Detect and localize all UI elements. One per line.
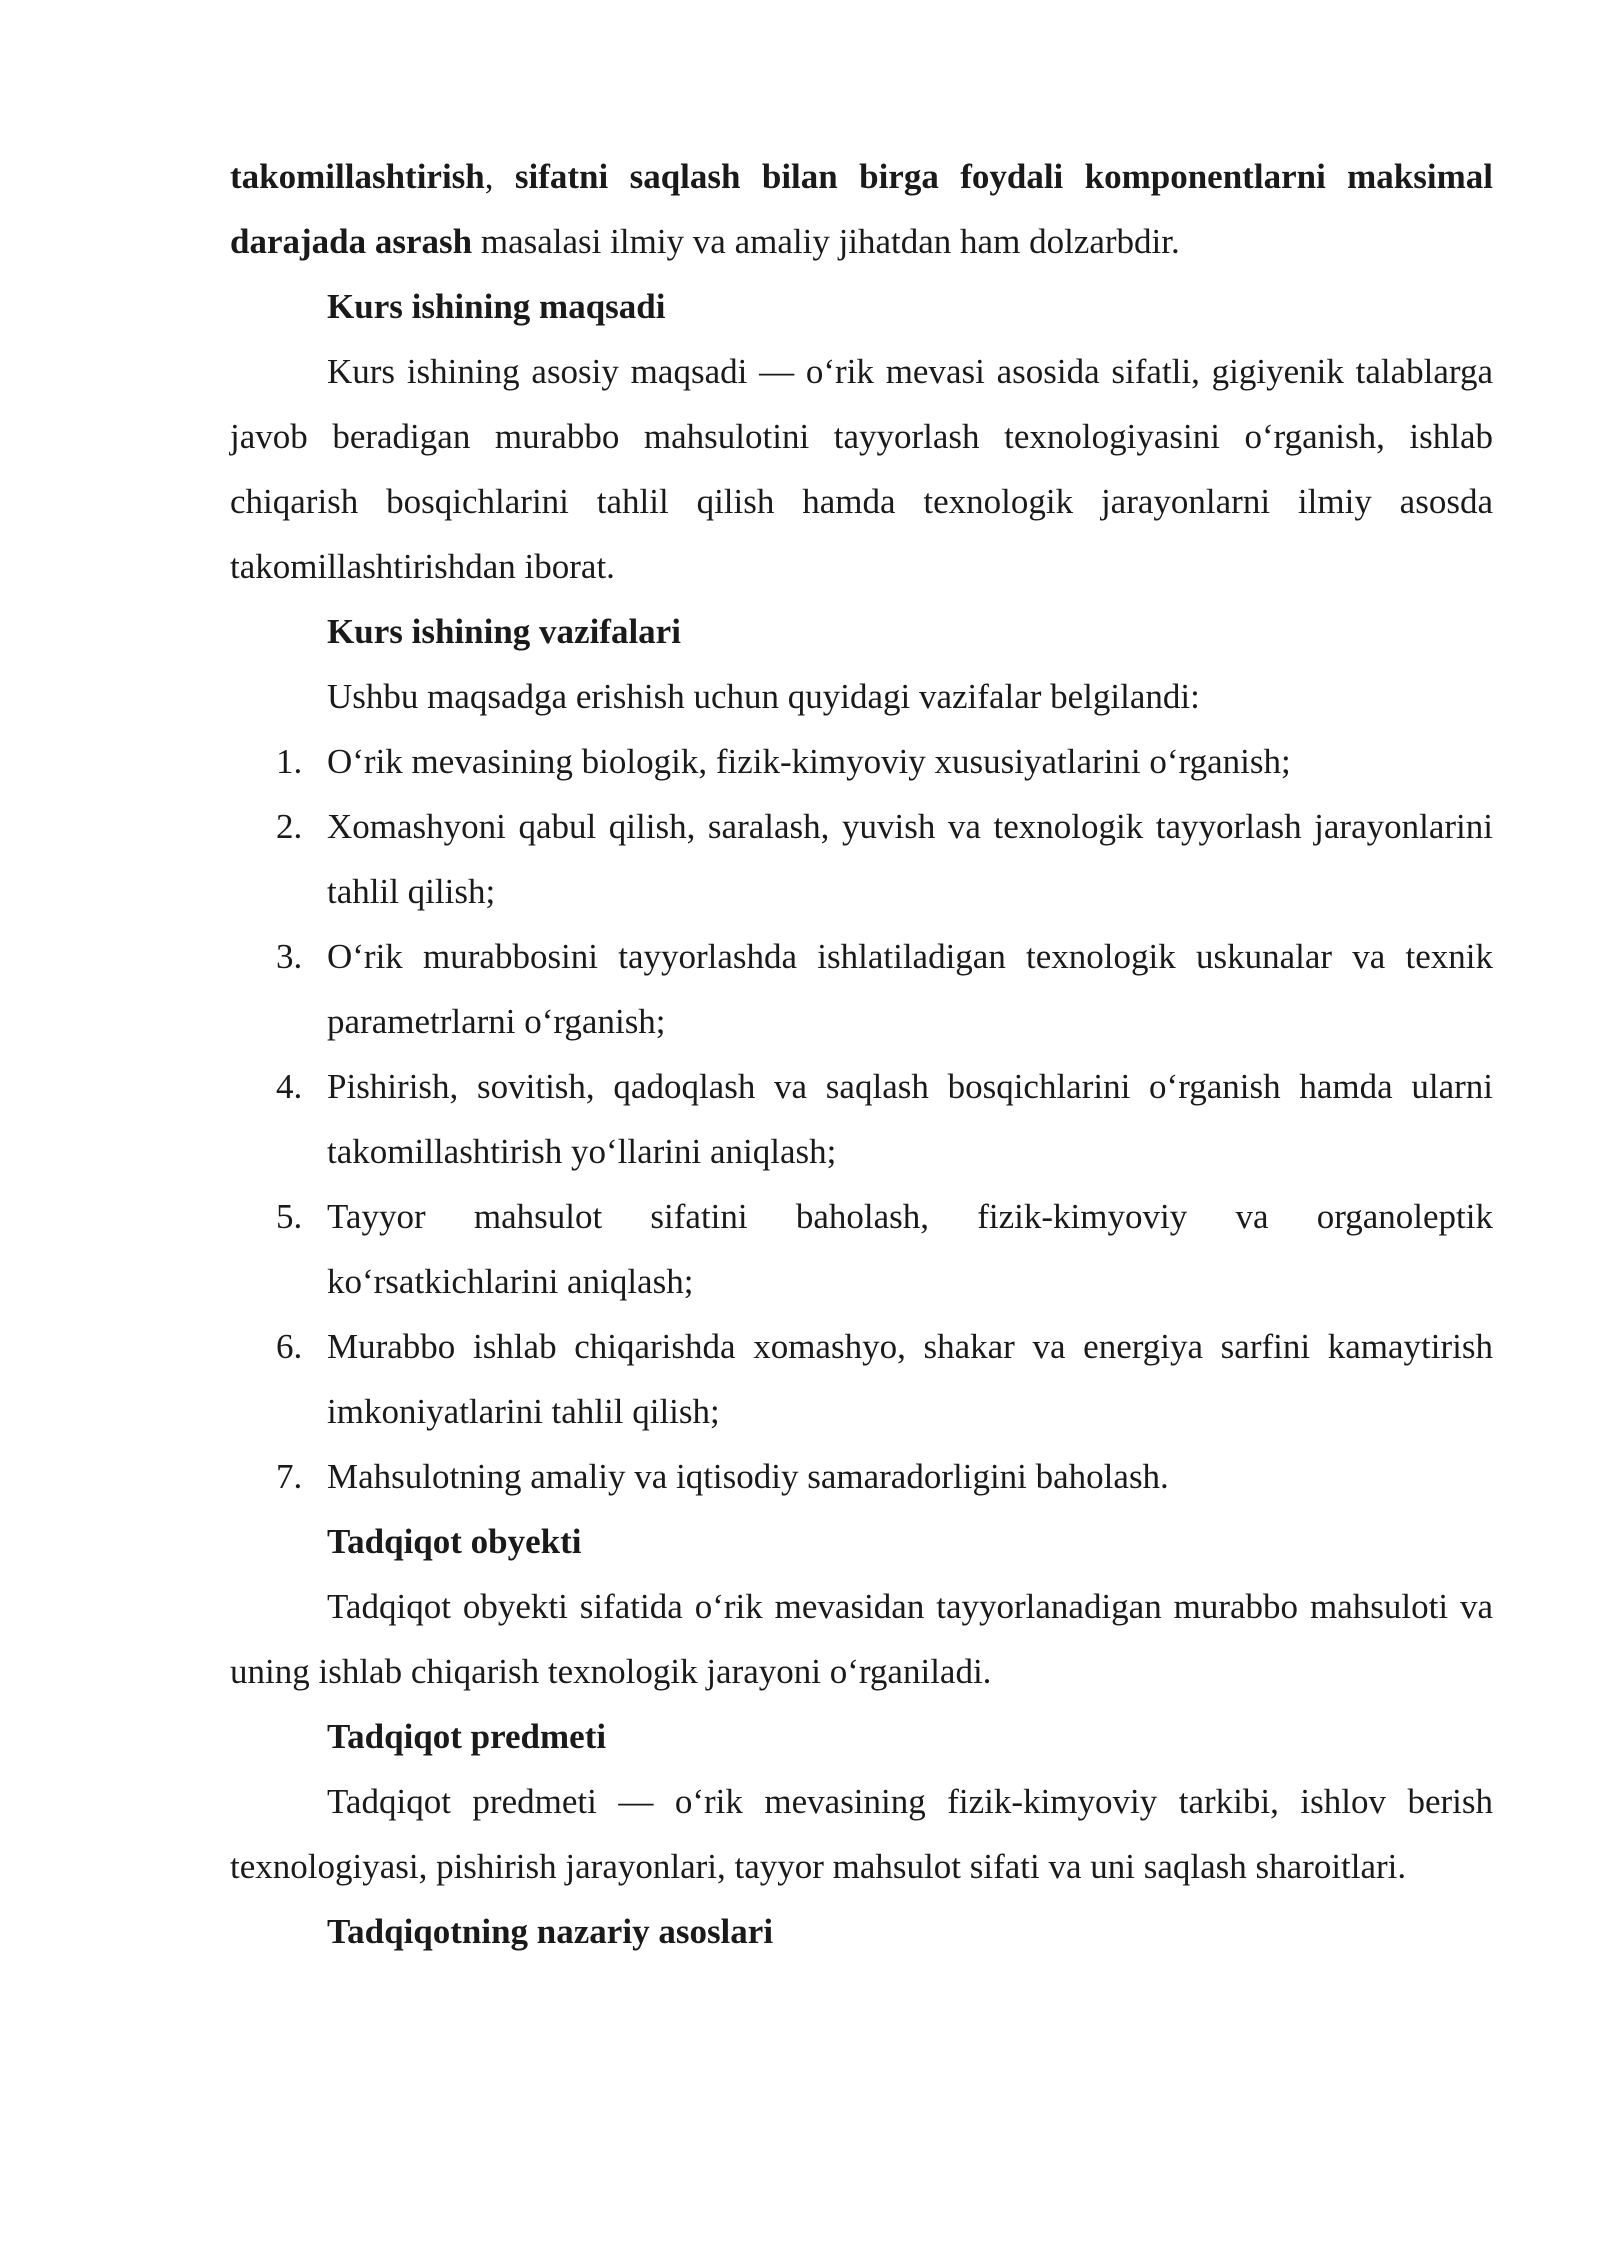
- list-item-number: 6.: [276, 1327, 303, 1366]
- list-item-number: 5.: [276, 1197, 303, 1236]
- goal-paragraph: Kurs ishining asosiy maqsadi — o‘rik mevasi asosida sifatli, gigiyenik talablarga javob beradigan murabbo mahsulotini tayyorlash texnologiyasini o‘rganish, ishlab chiqarish bosqichlarini tahlil qilish hamda texnologik jarayonlarni ilmiy asosda takomillashtirishdan iborat.: [230, 352, 1493, 586]
- list-item-text: Murabbo ishlab chiqarishda xomashyo, shakar va energiya sarfini kamaytirish imkoniyatlarini tahlil qilish;: [327, 1327, 1493, 1431]
- tasks-list: [230, 729, 1493, 1509]
- subject-paragraph: Tadqiqot predmeti — o‘rik mevasining fizik-kimyoviy tarkibi, ishlov berish texnologiyasi, pishirish jarayonlari, tayyor mahsulot sifati va uni saqlash sharoitlari.: [230, 1782, 1493, 1886]
- list-item-number: 1.: [276, 742, 303, 781]
- intro-bold-phrase: sifatni saqlash bilan birga foydali komponentlarni maksimal darajada asrash: [230, 157, 1493, 261]
- intro-rest: masalasi ilmiy va amaliy jihatdan ham dolzarbdir.: [472, 222, 1180, 261]
- list-item-text: Mahsulotning amaliy va iqtisodiy samaradorligini baholash.: [327, 1457, 1169, 1496]
- list-item: [230, 1054, 1493, 1184]
- list-item: [230, 729, 1493, 794]
- list-item-text: Pishirish, sovitish, qadoqlash va saqlash bosqichlarini o‘rganish hamda ularni takomillashtirish yo‘llarini aniqlash;: [327, 1067, 1493, 1171]
- list-item: [230, 1444, 1493, 1509]
- list-item: [230, 1314, 1493, 1444]
- list-item: [230, 1184, 1493, 1314]
- list-item-number: 2.: [276, 807, 303, 846]
- list-item-number: 4.: [276, 1067, 303, 1106]
- object-paragraph: Tadqiqot obyekti sifatida o‘rik mevasidan tayyorlanadigan murabbo mahsuloti va uning ishlab chiqarish texnologik jarayoni o‘rganiladi.: [230, 1587, 1493, 1691]
- list-item-text: O‘rik mevasining biologik, fizik-kimyoviy xususiyatlarini o‘rganish;: [327, 742, 1291, 781]
- tasks-lead: Ushbu maqsadga erishish uchun quyidagi vazifalar belgilandi:: [327, 677, 1200, 716]
- list-item: [230, 924, 1493, 1054]
- intro-comma: ,: [484, 157, 515, 196]
- list-item-number: 7.: [276, 1457, 303, 1496]
- goal-heading: Kurs ishining maqsadi: [327, 287, 666, 326]
- list-item-number: 3.: [276, 937, 303, 976]
- subject-heading: Tadqiqot predmeti: [327, 1717, 607, 1756]
- theory-heading: Tadqiqotning nazariy asoslari: [327, 1912, 774, 1951]
- list-item-text: Tayyor mahsulot sifatini baholash, fizik-kimyoviy va organoleptik ko‘rsatkichlarini aniqlash;: [327, 1197, 1493, 1301]
- document-page: [230, 144, 1493, 1964]
- list-item: [230, 794, 1493, 924]
- intro-paragraph: [230, 144, 1493, 274]
- intro-bold-term: takomillashtirish: [230, 157, 485, 196]
- list-item-text: O‘rik murabbosini tayyorlashda ishlatiladigan texnologik uskunalar va texnik parametrlarni o‘rganish;: [327, 937, 1493, 1041]
- object-heading: Tadqiqot obyekti: [327, 1522, 582, 1561]
- list-item-text: Xomashyoni qabul qilish, saralash, yuvish va texnologik tayyorlash jarayonlarini tahlil qilish;: [327, 807, 1493, 911]
- tasks-heading: Kurs ishining vazifalari: [327, 612, 681, 651]
